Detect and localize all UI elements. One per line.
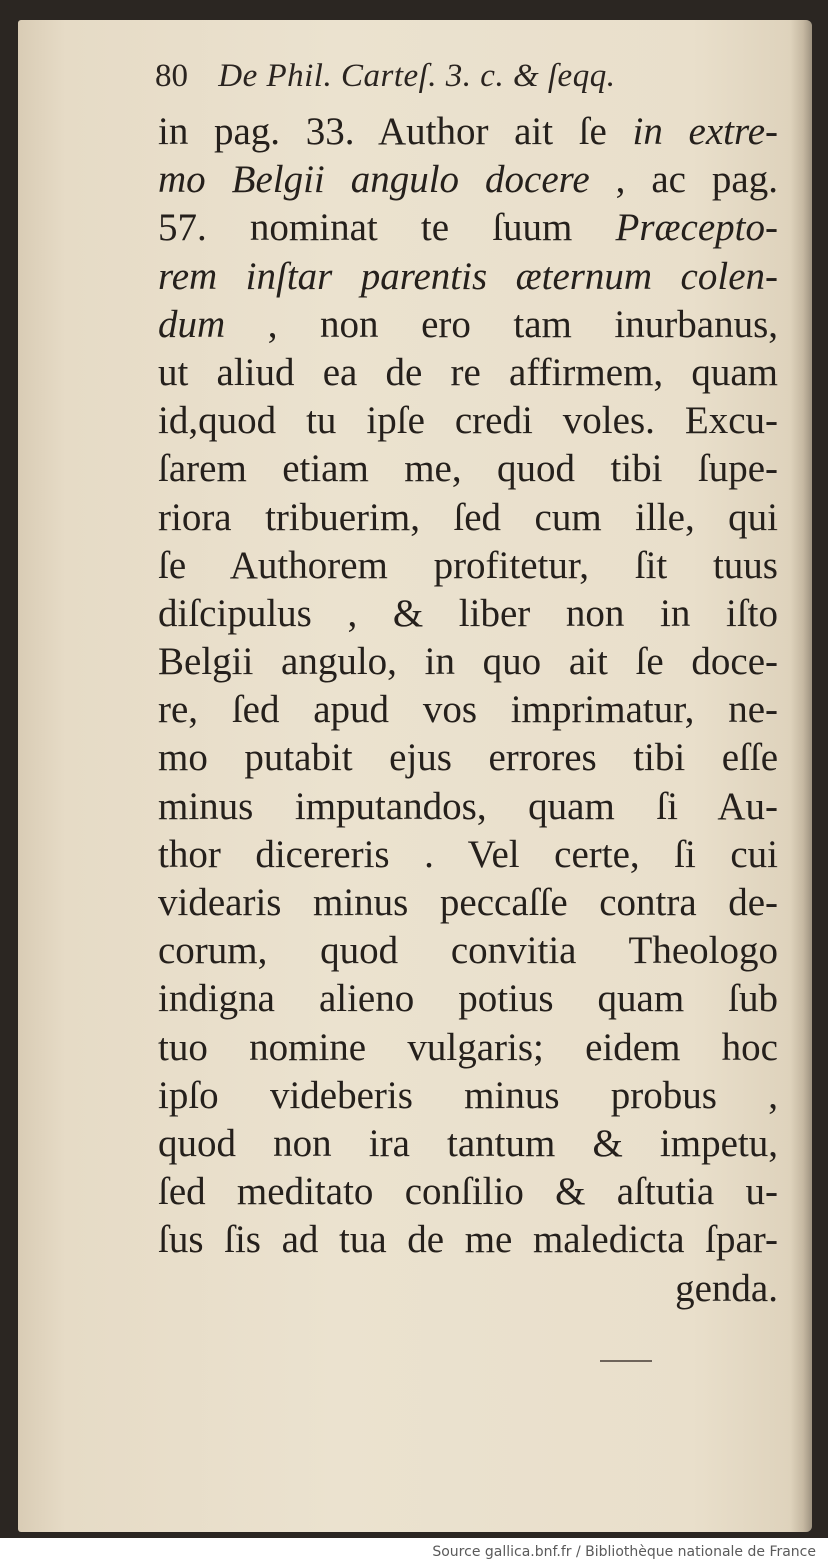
source-credit: Source gallica.bnf.fr / Bibliothèque nationale de France [432, 1544, 816, 1560]
text-line [158, 1168, 778, 1216]
text-segment: ſe Authorem profitetur, ſit tuus [158, 543, 778, 587]
text-segment: thor dicereris . Vel certe, ſi cui [158, 832, 778, 876]
text-line [158, 253, 778, 301]
text-segment: tuo nomine vulgaris; eidem hoc [158, 1025, 778, 1069]
text-segment: ipſo videberis minus probus , [158, 1073, 778, 1117]
text-segment: mo putabit ejus errores tibi eſſe [158, 736, 778, 780]
text-segment: corum, quod convitia Theologo [158, 929, 778, 973]
text-line [158, 638, 778, 686]
text-segment: ut aliud ea de re affirmem, quam [158, 350, 778, 394]
text-segment: ſarem etiam me, quod tibi ſupe- [158, 447, 778, 491]
text-segment: , ac pag. [589, 158, 778, 202]
text-segment: riora tribuerim, ſed cum ille, qui [158, 495, 778, 539]
text-segment: quod non ira tantum & impetu, [158, 1121, 778, 1165]
text-line [158, 927, 778, 975]
page-number: 80 [155, 58, 188, 94]
text-segment: minus imputandos, quam ſi Au- [158, 784, 778, 828]
catchword: genda. [675, 1266, 778, 1310]
text-line [158, 494, 778, 542]
text-segment: ſus ſis ad tua de me maledicta ſpar- [158, 1218, 778, 1262]
text-line [158, 542, 778, 590]
text-segment: videaris minus peccaſſe contra de- [158, 881, 778, 924]
text-line [158, 1216, 778, 1264]
text-segment: indigna alieno potius quam ſub [158, 977, 778, 1021]
text-line [158, 1024, 778, 1072]
text-line [158, 1120, 778, 1168]
text-line [158, 879, 778, 927]
text-segment: , non ero tam inurbanus, [225, 302, 778, 346]
text-line [158, 686, 778, 734]
italic-segment: mo Belgii angulo docere [158, 158, 590, 202]
text-segment: re, ſed apud vos imprimatur, ne- [158, 688, 778, 732]
running-head-title: De Phil. Carteſ. 3. c. & ſeqq. [218, 58, 616, 94]
text-segment: in pag. 33. Author ait ſe [158, 110, 633, 153]
text-block [158, 108, 778, 1313]
text-line [158, 975, 778, 1023]
text-line [158, 590, 778, 638]
italic-segment: Præcepto- [615, 206, 778, 250]
text-line [158, 349, 778, 397]
text-segment: Belgii angulo, in quo ait ſe doce- [158, 640, 778, 684]
italic-segment: rem inſtar parentis æternum colen- [158, 254, 778, 298]
text-line [158, 445, 778, 493]
page-edge-shadow [790, 20, 812, 1532]
text-segment: diſcipulus , & liber non in iſto [158, 591, 778, 635]
italic-segment: dum [158, 302, 226, 346]
source-footer [0, 1538, 828, 1566]
text-line [158, 301, 778, 349]
text-line [158, 397, 778, 445]
text-line [158, 734, 778, 782]
text-line [158, 108, 778, 156]
text-line [158, 1072, 778, 1120]
running-head [155, 58, 715, 102]
text-line [158, 204, 778, 252]
text-segment: 57. nominat te ſuum [158, 206, 616, 250]
text-line [158, 783, 778, 831]
text-line [158, 156, 778, 204]
text-segment: ſed meditato conſilio & aſtutia u- [158, 1170, 778, 1214]
catchword-dash [600, 1360, 652, 1362]
text-segment: id,quod tu ipſe credi voles. Excu- [158, 399, 778, 443]
italic-segment: in extre- [632, 110, 778, 153]
text-line [158, 831, 778, 879]
